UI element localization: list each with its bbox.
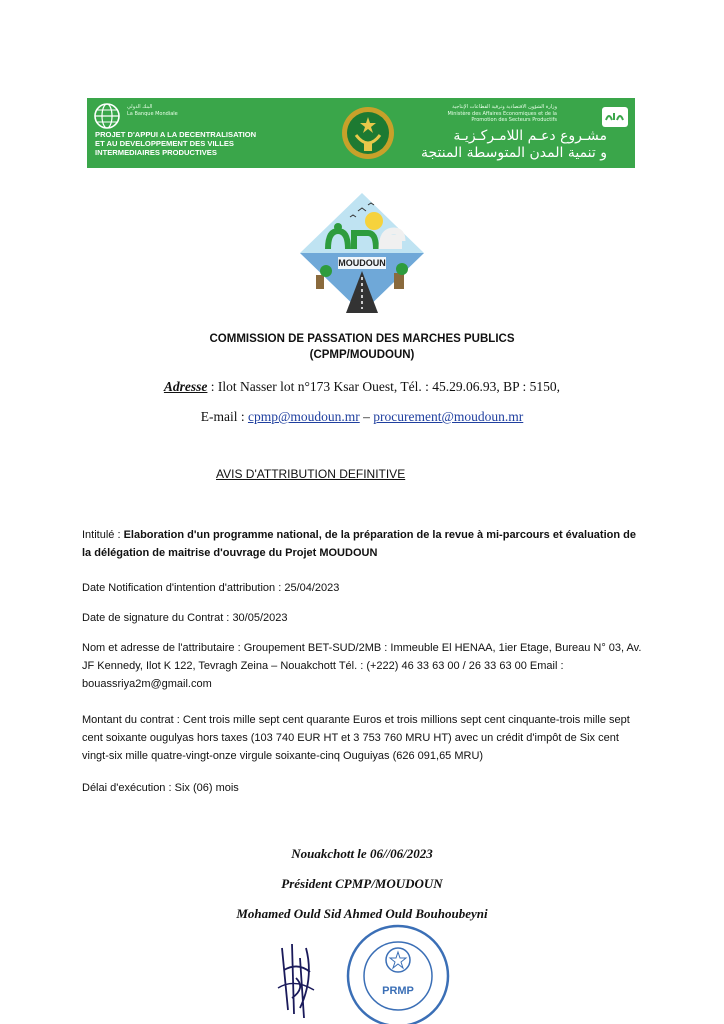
intitule-label: Intitulé : <box>82 529 124 541</box>
signature-role: Président CPMP/MOUDOUN <box>281 876 443 891</box>
email-label: E-mail : <box>200 409 248 424</box>
stamp-text: PRMP <box>382 985 414 997</box>
attributaire-label: Nom et adresse de l'attributaire : <box>82 642 244 654</box>
header-banner <box>87 98 635 168</box>
intitule-value: Elaboration d'un programme national, de la préparation de la revue à mi-parcours et évaluation de la délégation de maitrise d'ouvrage du Projet MOUDOUN <box>82 529 636 559</box>
notification-label: Date Notification d'intention d'attribution : <box>82 582 285 594</box>
address-line <box>0 379 724 395</box>
moudoun-logo-icon <box>298 191 426 315</box>
attributaire-paragraph <box>82 639 647 693</box>
ministry-label: وزارة الشؤون الاقتصادية وترقية القطاعات الإنتاجية Ministère des Affaires Economiques et de la Promotion des Secteurs Productifs <box>447 104 557 123</box>
delai-value: Six (06) mois <box>174 782 239 794</box>
notification-date-paragraph <box>82 579 647 597</box>
signature-date-label: Date de signature du Contrat : <box>82 612 233 624</box>
address-text: : Ilot Nasser lot n°173 Ksar Ouest, Tél. : 45.29.06.93, BP : 5150, <box>207 379 561 394</box>
email-line <box>0 409 724 425</box>
delai-label: Délai d'exécution : <box>82 782 175 794</box>
world-bank-label: البنك الدولي La Banque Mondiale <box>127 104 178 117</box>
email-separator: – <box>359 409 374 424</box>
email-link-procurement[interactable]: procurement@moudoun.mr <box>373 409 524 424</box>
notification-value: 25/04/2023 <box>284 582 340 594</box>
prmp-seal-icon <box>348 926 448 1024</box>
handwritten-signature-icon <box>278 944 314 1018</box>
signature-place-date: Nouakchott le 06//06/2023 <box>291 846 433 861</box>
commission-acronym: (CPMP/MOUDOUN) <box>309 349 415 361</box>
signature-date-value: 30/05/2023 <box>232 612 288 624</box>
address-label: Adresse <box>163 379 208 394</box>
montant-label: Montant du contrat : <box>82 714 183 726</box>
email-link-cpmp[interactable]: cpmp@moudoun.mr <box>247 409 360 424</box>
notice-title: AVIS D'ATTRIBUTION DEFINITIVE <box>216 467 406 481</box>
world-bank-globe-icon <box>93 102 121 130</box>
attributaire-value: Groupement BET-SUD/2MB : Immeuble El HENAA, 1ier Etage, Bureau N° 03, Av. JF Kennedy, Ilot K 122, Tevragh Zeina – Nouakchott Tél. : (+222) 46 33 63 00 / 26 33 63 00 Email : bouassriya2m@gmail.com <box>82 642 642 690</box>
moudoun-mini-logo-icon <box>601 106 629 128</box>
project-title-arabic: مشـروع دعـم اللامـركـزيـة و تنمية المدن المتوسطة المنتجة <box>420 128 607 161</box>
delai-paragraph <box>82 779 647 797</box>
project-title-french: PROJET D'APPUI A LA DECENTRALISATION ET AU DEVELOPPEMENT DES VILLES INTERMEDIAIRES PRODUCTIVES <box>95 130 257 157</box>
montant-value: Cent trois mille sept cent quarante Euros et trois millions sept cent cinquante-trois mille sept cent soixante ougulyas hors taxes (103 740 EUR HT et 3 753 760 MRU HT) avec un crédit d'impôt de Six cent vingt-six mille quatre-vingt-onze virgule soixante-cinq Ouguiyas (626 091,65 MRU) <box>82 714 630 762</box>
official-stamp-icon <box>270 918 460 1024</box>
commission-title: COMMISSION DE PASSATION DES MARCHES PUBLICS <box>209 333 515 345</box>
signature-date-paragraph <box>82 609 647 627</box>
signature-name: Mohamed Ould Sid Ahmed Ould Bouhoubeyni <box>236 906 488 921</box>
logo-wordmark: MOUDOUN <box>338 258 386 268</box>
intitule-paragraph <box>82 526 647 562</box>
montant-paragraph <box>82 711 647 765</box>
